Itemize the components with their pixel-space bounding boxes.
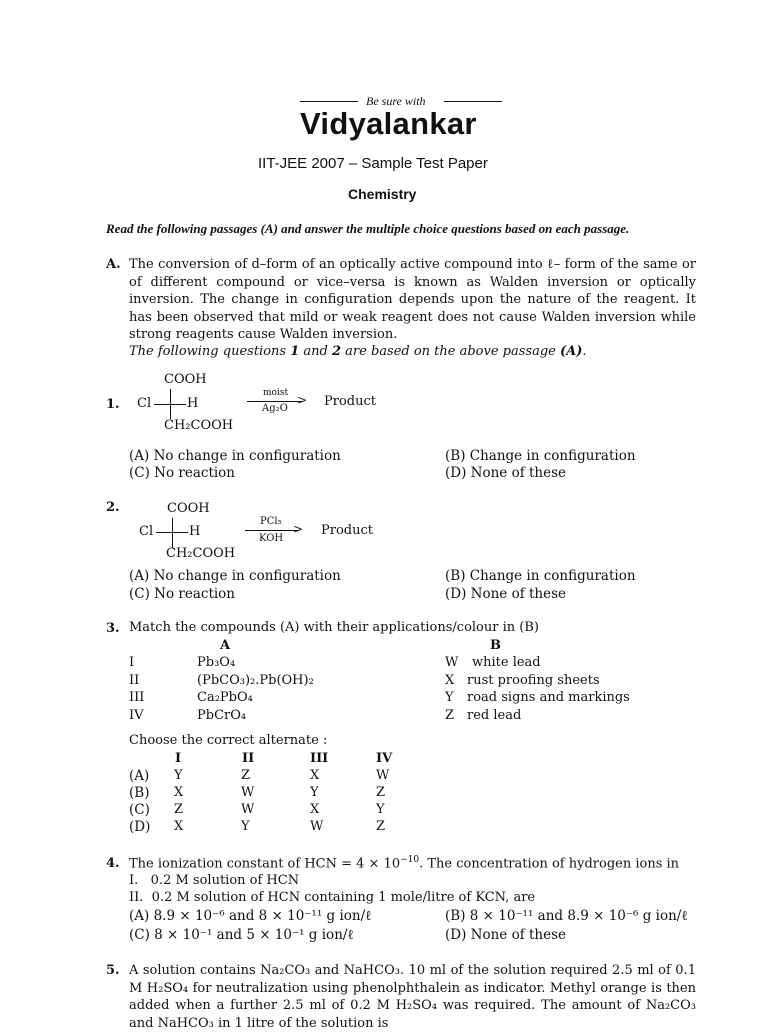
q5-number: 5. <box>106 963 120 978</box>
passage-label: A. <box>106 257 121 272</box>
q3-grid-header: II <box>242 751 255 766</box>
q4-option-c[interactable]: (C) 8 × 10⁻¹ and 5 × 10⁻¹ g ion/ℓ <box>129 927 354 943</box>
q3-row-compound: Ca₂PbO₄ <box>197 690 253 705</box>
q1-right-group: H <box>187 396 199 411</box>
q3-grid-cell: Y <box>241 819 250 834</box>
q3-grid-option[interactable]: (D) <box>129 819 151 835</box>
q3-row-use: white lead <box>472 655 541 670</box>
q1-arrow-line <box>247 401 303 402</box>
q2-bond-vertical <box>172 518 173 548</box>
q3-row-key: W <box>445 655 459 670</box>
q3-row-key: X <box>445 673 455 688</box>
q1-option-d[interactable]: (D) None of these <box>445 465 567 481</box>
q2-option-d[interactable]: (D) None of these <box>445 586 567 602</box>
q3-grid-header: I <box>175 751 182 766</box>
q3-grid-cell: Y <box>174 768 183 783</box>
brand-logo: Vidyalankar <box>300 106 477 141</box>
subject-heading: Chemistry <box>348 186 417 202</box>
q3-grid-cell: W <box>241 785 255 800</box>
q3-grid-cell: Z <box>376 785 386 800</box>
q5-text: A solution contains Na₂CO₃ and NaHCO₃. 10 ml of the solution required 2.5 ml of 0.1 M H₂SO₄ for neutralization using phenolphthalein as indicator. Methyl orange is then added when a further 2.5 ml of 0.2 M H₂SO₄ was required. The amount of Na₂CO₃ and NaHCO₃ in 1 litre of the solution is <box>129 963 696 1031</box>
q4-line1: The ionization constant of HCN = $4 \times 10^{-10}$. The concentration of hydrogen ions in <box>129 855 680 872</box>
q3-grid-cell: Z <box>174 802 184 817</box>
q4-number: 4. <box>106 856 120 871</box>
q3-row-num: I <box>129 655 135 670</box>
q3-grid-option[interactable]: (A) <box>129 768 150 784</box>
q3-row-compound: PbCrO₄ <box>197 708 247 723</box>
q3-row-use: red lead <box>467 708 522 723</box>
q3-row-compound: Pb₃O₄ <box>197 655 236 670</box>
q4-option-a[interactable]: (A) 8.9 × 10⁻⁶ and 8 × 10⁻¹¹ g ion/ℓ <box>129 908 372 924</box>
q3-grid-cell: X <box>174 819 184 834</box>
q2-number: 2. <box>106 500 120 515</box>
q3-row-compound: (PbCO₃)₂.Pb(OH)₂ <box>197 673 314 688</box>
q2-bottom-group: CH₂COOH <box>166 546 236 561</box>
q3-row-use: road signs and markings <box>467 690 630 705</box>
instructions: Read the following passages (A) and answer the multiple choice questions based on each passage. <box>106 221 630 236</box>
q1-reagent-top: moist <box>263 388 289 398</box>
q1-option-a[interactable]: (A) No change in configuration <box>129 448 341 464</box>
q1-product: Product <box>324 394 376 409</box>
q3-grid-cell: X <box>310 802 320 817</box>
q2-arrow-head: > <box>293 522 304 536</box>
q2-option-a[interactable]: (A) No change in configuration <box>129 568 341 584</box>
q3-grid-cell: W <box>241 802 255 817</box>
q2-option-b[interactable]: (B) Change in configuration <box>445 568 636 584</box>
passage-note: The following questions 1 and 2 are based on the above passage (A). <box>129 344 587 359</box>
q3-grid-cell: Z <box>241 768 251 783</box>
q2-right-group: H <box>189 524 201 539</box>
q4-line2: I. 0.2 M solution of HCN <box>129 873 300 888</box>
q2-product: Product <box>321 523 373 538</box>
passage-text: The conversion of d–form of an optically active compound into ℓ– form of the same or of different compound or vice–versa is known as Walden inversion or optically inversion. The change in configuration depends upon the nature of the reagent. It has been observed that mild or weak reagent does not cause Walden inversion while strong reagents cause Walden inversion. <box>129 257 696 342</box>
q3-grid-cell: X <box>174 785 184 800</box>
q3-text: Match the compounds (A) with their applications/colour in (B) <box>129 620 539 635</box>
q3-choose-prompt: Choose the correct alternate : <box>129 733 328 748</box>
q3-grid-cell: Z <box>376 819 386 834</box>
tagline-rule-right <box>444 101 502 102</box>
q3-col-b-header: B <box>490 638 501 653</box>
q3-grid-option[interactable]: (B) <box>129 785 150 801</box>
q3-row-num: II <box>129 673 140 688</box>
q2-reagent-bottom: KOH <box>259 533 284 544</box>
q3-col-a-header: A <box>220 638 231 653</box>
q1-left-group: Cl <box>137 396 152 411</box>
q3-row-num: III <box>129 690 145 705</box>
q3-grid-cell: Y <box>376 802 385 817</box>
q3-grid-option[interactable]: (C) <box>129 802 150 818</box>
q2-left-group: Cl <box>139 524 154 539</box>
q3-row-use: rust proofing sheets <box>467 673 600 688</box>
q2-top-group: COOH <box>167 501 210 516</box>
q1-option-c[interactable]: (C) No reaction <box>129 465 236 481</box>
q2-arrow-line <box>245 530 299 531</box>
q3-grid-cell: Y <box>310 785 319 800</box>
q4-option-d[interactable]: (D) None of these <box>445 927 567 943</box>
q2-option-c[interactable]: (C) No reaction <box>129 586 236 602</box>
q1-bottom-group: CH₂COOH <box>164 418 234 433</box>
tagline: Be sure with <box>366 94 426 108</box>
q4-line3: II. 0.2 M solution of HCN containing 1 mole/litre of KCN, are <box>129 890 536 905</box>
q3-row-key: Z <box>445 708 455 723</box>
q3-grid-cell: W <box>376 768 390 783</box>
q1-arrow-head: > <box>297 393 308 407</box>
q4-option-b[interactable]: (B) 8 × 10⁻¹¹ and 8.9 × 10⁻⁶ g ion/ℓ <box>445 908 688 924</box>
q3-row-key: Y <box>445 690 454 705</box>
q1-bond-vertical <box>170 389 171 419</box>
page-title: IIT-JEE 2007 – Sample Test Paper <box>258 155 488 172</box>
q3-grid-header: IV <box>376 751 393 766</box>
q3-grid-cell: W <box>310 819 324 834</box>
q3-number: 3. <box>106 621 120 636</box>
q1-reagent-bottom: Ag₂O <box>262 403 288 414</box>
q3-grid-cell: X <box>310 768 320 783</box>
q3-grid-header: III <box>310 751 329 766</box>
q1-option-b[interactable]: (B) Change in configuration <box>445 448 636 464</box>
q1-number: 1. <box>106 397 120 412</box>
q2-reagent-top: PCl₅ <box>260 516 282 527</box>
q1-top-group: COOH <box>164 372 207 387</box>
tagline-rule-left <box>300 101 358 102</box>
q3-row-num: IV <box>129 708 144 723</box>
